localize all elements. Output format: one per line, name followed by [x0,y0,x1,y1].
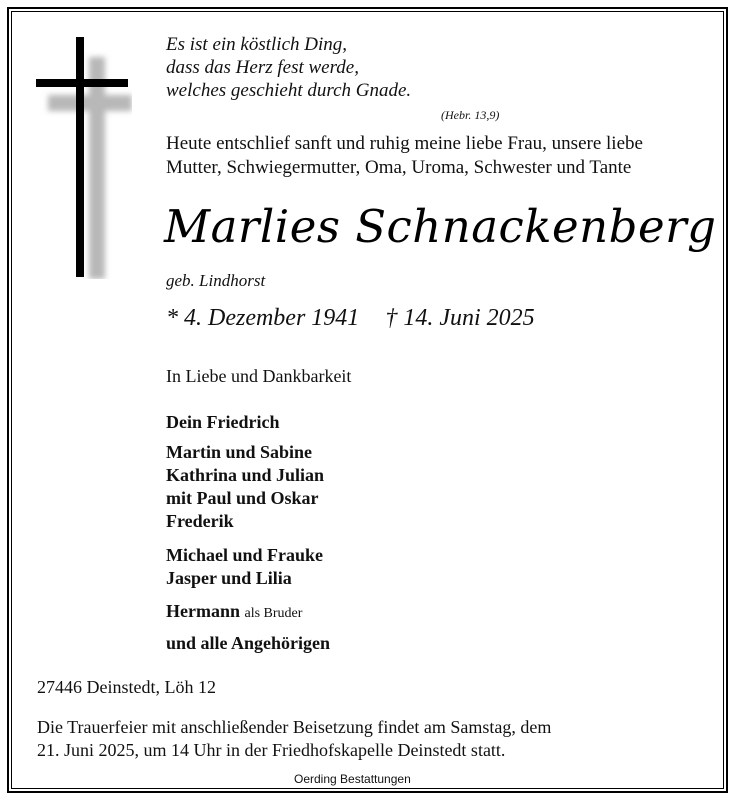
mourner-brother [166,600,302,625]
mourner-husband: Dein Friedrich [166,412,280,432]
maiden-name: geb. Lindhorst [166,271,266,290]
funeral-line: 21. Juni 2025, um 14 Uhr in der Friedhofskapelle Deinstedt statt. [37,740,506,760]
announcement-line: Mutter, Schwiegermutter, Oma, Uroma, Schwester und Tante [166,157,632,178]
mourner-group [166,441,324,533]
death-date: † 14. Juni 2025 [385,305,535,331]
cross-icon [36,37,132,279]
verse-line: welches geschieht durch Gnade. [166,80,412,101]
brother-note: als Bruder [244,606,303,621]
closing-phrase: In Liebe und Dankbarkeit [166,366,352,386]
address: 27446 Deinstedt, Löh 12 [37,677,216,697]
announcement-text [166,132,643,180]
announcement-line: Heute entschlief sanft und ruhig meine liebe Frau, unsere liebe [166,133,643,154]
mourner-line: Jasper und Lilia [166,568,292,588]
birth-date: * 4. Dezember 1941 [166,305,360,331]
mourner-group [166,544,323,590]
brother-name: Hermann [166,601,240,621]
funeral-info [37,716,551,762]
deceased-name: Marlies Schnackenberg [164,200,717,253]
mourner-line: mit Paul und Oskar [166,488,319,508]
undertaker-credit: Oerding Bestattungen [294,772,411,786]
mourner-line: Frederik [166,511,234,531]
mourner-line: Michael und Frauke [166,545,324,565]
mourner-line: Martin und Sabine [166,442,313,462]
funeral-line: Die Trauerfeier mit anschließender Beisetzung findet am Samstag, dem [37,717,552,737]
mourner-relatives: und alle Angehörigen [166,633,331,653]
verse-line: dass das Herz fest werde, [166,57,359,78]
verse-reference: (Hebr. 13,9) [441,108,500,122]
bible-verse [166,33,411,102]
life-dates [166,305,535,332]
verse-line: Es ist ein köstlich Ding, [166,34,348,55]
mourner-line: Kathrina und Julian [166,465,325,485]
